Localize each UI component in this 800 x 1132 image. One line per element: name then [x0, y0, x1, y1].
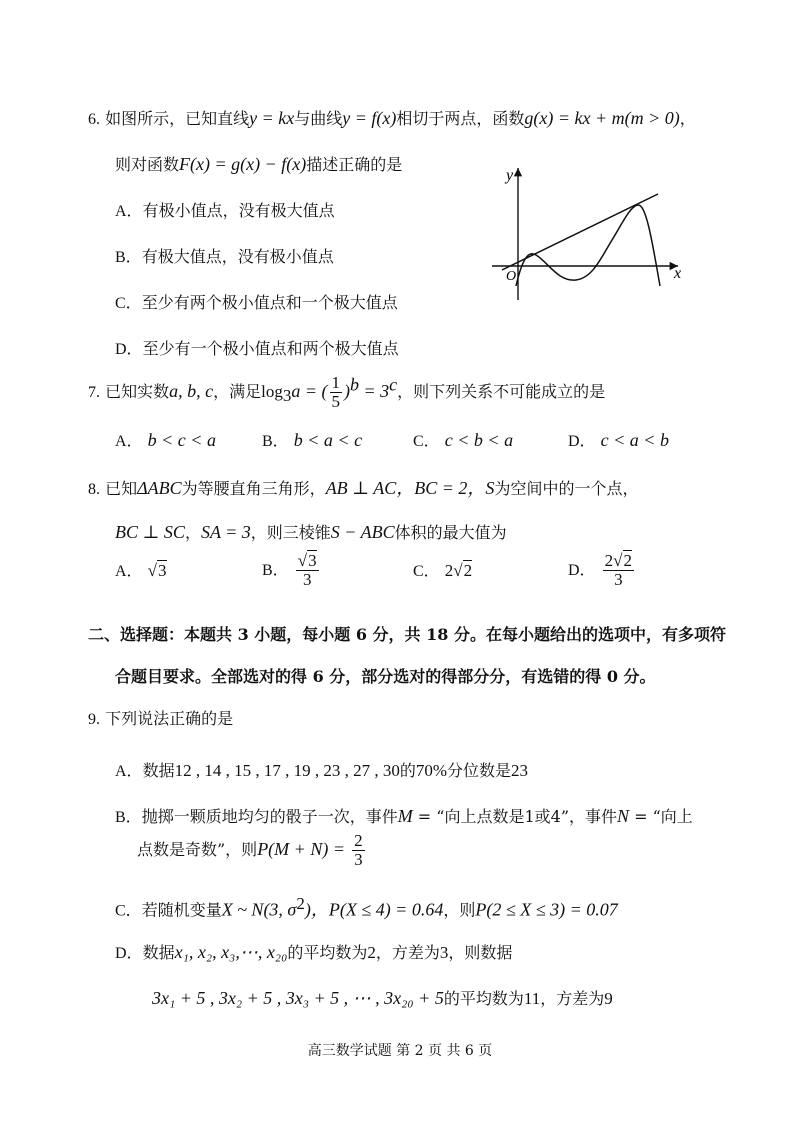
q6-option-c: C．至少有两个极小值点和一个极大值点: [115, 293, 398, 312]
origin-label: O: [506, 269, 517, 284]
q8-line1: 8. 已知ΔABC为等腰直角三角形，AB ⊥ AC，BC = 2，S为空间中的一个点，: [88, 478, 639, 498]
q9-stem: 9. 下列说法正确的是: [88, 709, 234, 728]
q8-option-c: C． 2√2: [413, 561, 473, 580]
q6-option-d: D．至少有一个极小值点和两个极大值点: [115, 339, 399, 358]
q7-option-a: A． b < c < a: [115, 430, 216, 450]
q9-option-d-line2: 3x₁ + 5 , 3x₂ + 5 , 3x₃ + 5 , ⋯ , 3x₂₀ + 5的平均数为11，方差为9: [152, 988, 613, 1008]
q7-fraction: $\frac{1}{5}$: [331, 373, 340, 411]
q9-option-c: C．若随机变量X ~ N(3, $\sigma^2$)，P(X ≤ 4) = 0.64，则P(2 ≤ X ≤ 3) = 0.07: [115, 894, 618, 920]
q6-option-b: B．有极大值点，没有极小值点: [115, 247, 334, 266]
q7-option-d: D． c < a < b: [568, 430, 669, 450]
q9-option-d-line1: D．数据x₁, x₂, x₃,⋯, x₂₀的平均数为2，方差为3，则数据: [115, 942, 513, 962]
q9-option-b-line1: B．抛掷一颗质地均匀的骰子一次，事件M = “向上点数是1或4”，事件N = “向上: [115, 806, 693, 826]
q8-option-d: D． $\frac{2√2}{3}$: [568, 551, 632, 589]
q8-option-b: B． $\frac{√3}{3}$: [262, 551, 317, 589]
q7-option-b: B． b < a < c: [262, 430, 363, 450]
page-footer: 高三数学试题 第 2 页 共 6 页: [307, 1043, 493, 1059]
q7-option-c: C． c < b < a: [413, 430, 514, 450]
q6-line2: 则对函数F(x) = g(x) − f(x)描述正确的是: [115, 154, 403, 174]
curve-y-fx: [516, 205, 660, 286]
y-axis-label: y: [506, 167, 514, 184]
x-axis-label: x: [674, 265, 682, 282]
q6-function-graph: [488, 160, 698, 300]
q6-option-a: A．有极小值点，没有极大值点: [115, 201, 335, 220]
q9-option-b-line2: 点数是奇数”，则P(M + N) = $\frac{2}{3}$: [137, 831, 363, 869]
q7-line1: 7. 已知实数a, b, c，满足$\log_3a$ = ( $\frac{1}{5}$ )$^b = 3^c$，则下列关系不可能成立的是: [88, 373, 606, 411]
q7-number: 7.: [88, 383, 100, 401]
q6-number: 6.: [88, 111, 100, 128]
q9-number: 9.: [88, 711, 100, 728]
q8-line2: BC ⊥ SC，SA = 3，则三棱锥S − ABC体积的最大值为: [115, 522, 507, 542]
section2-heading-line1: 二、选择题：本题共 3 小题，每小题 6 分，共 18 分。在每小题给出的选项中，有多项符: [88, 625, 726, 644]
q8-option-a: A． √3: [115, 561, 167, 580]
q9-option-a: A．数据12 , 14 , 15 , 17 , 19 , 23 , 27 , 30的70%分位数是23: [115, 761, 529, 780]
section2-heading-line2: 合题目要求。全部选对的得 6 分，部分选对的得部分分，有选错的得 0 分。: [115, 667, 656, 686]
q8-number: 8.: [88, 481, 100, 498]
q6-line1: 6. 如图所示，已知直线y = kx与曲线y = f(x)相切于两点，函数g(x) = kx + m(m > 0)，: [88, 108, 696, 128]
